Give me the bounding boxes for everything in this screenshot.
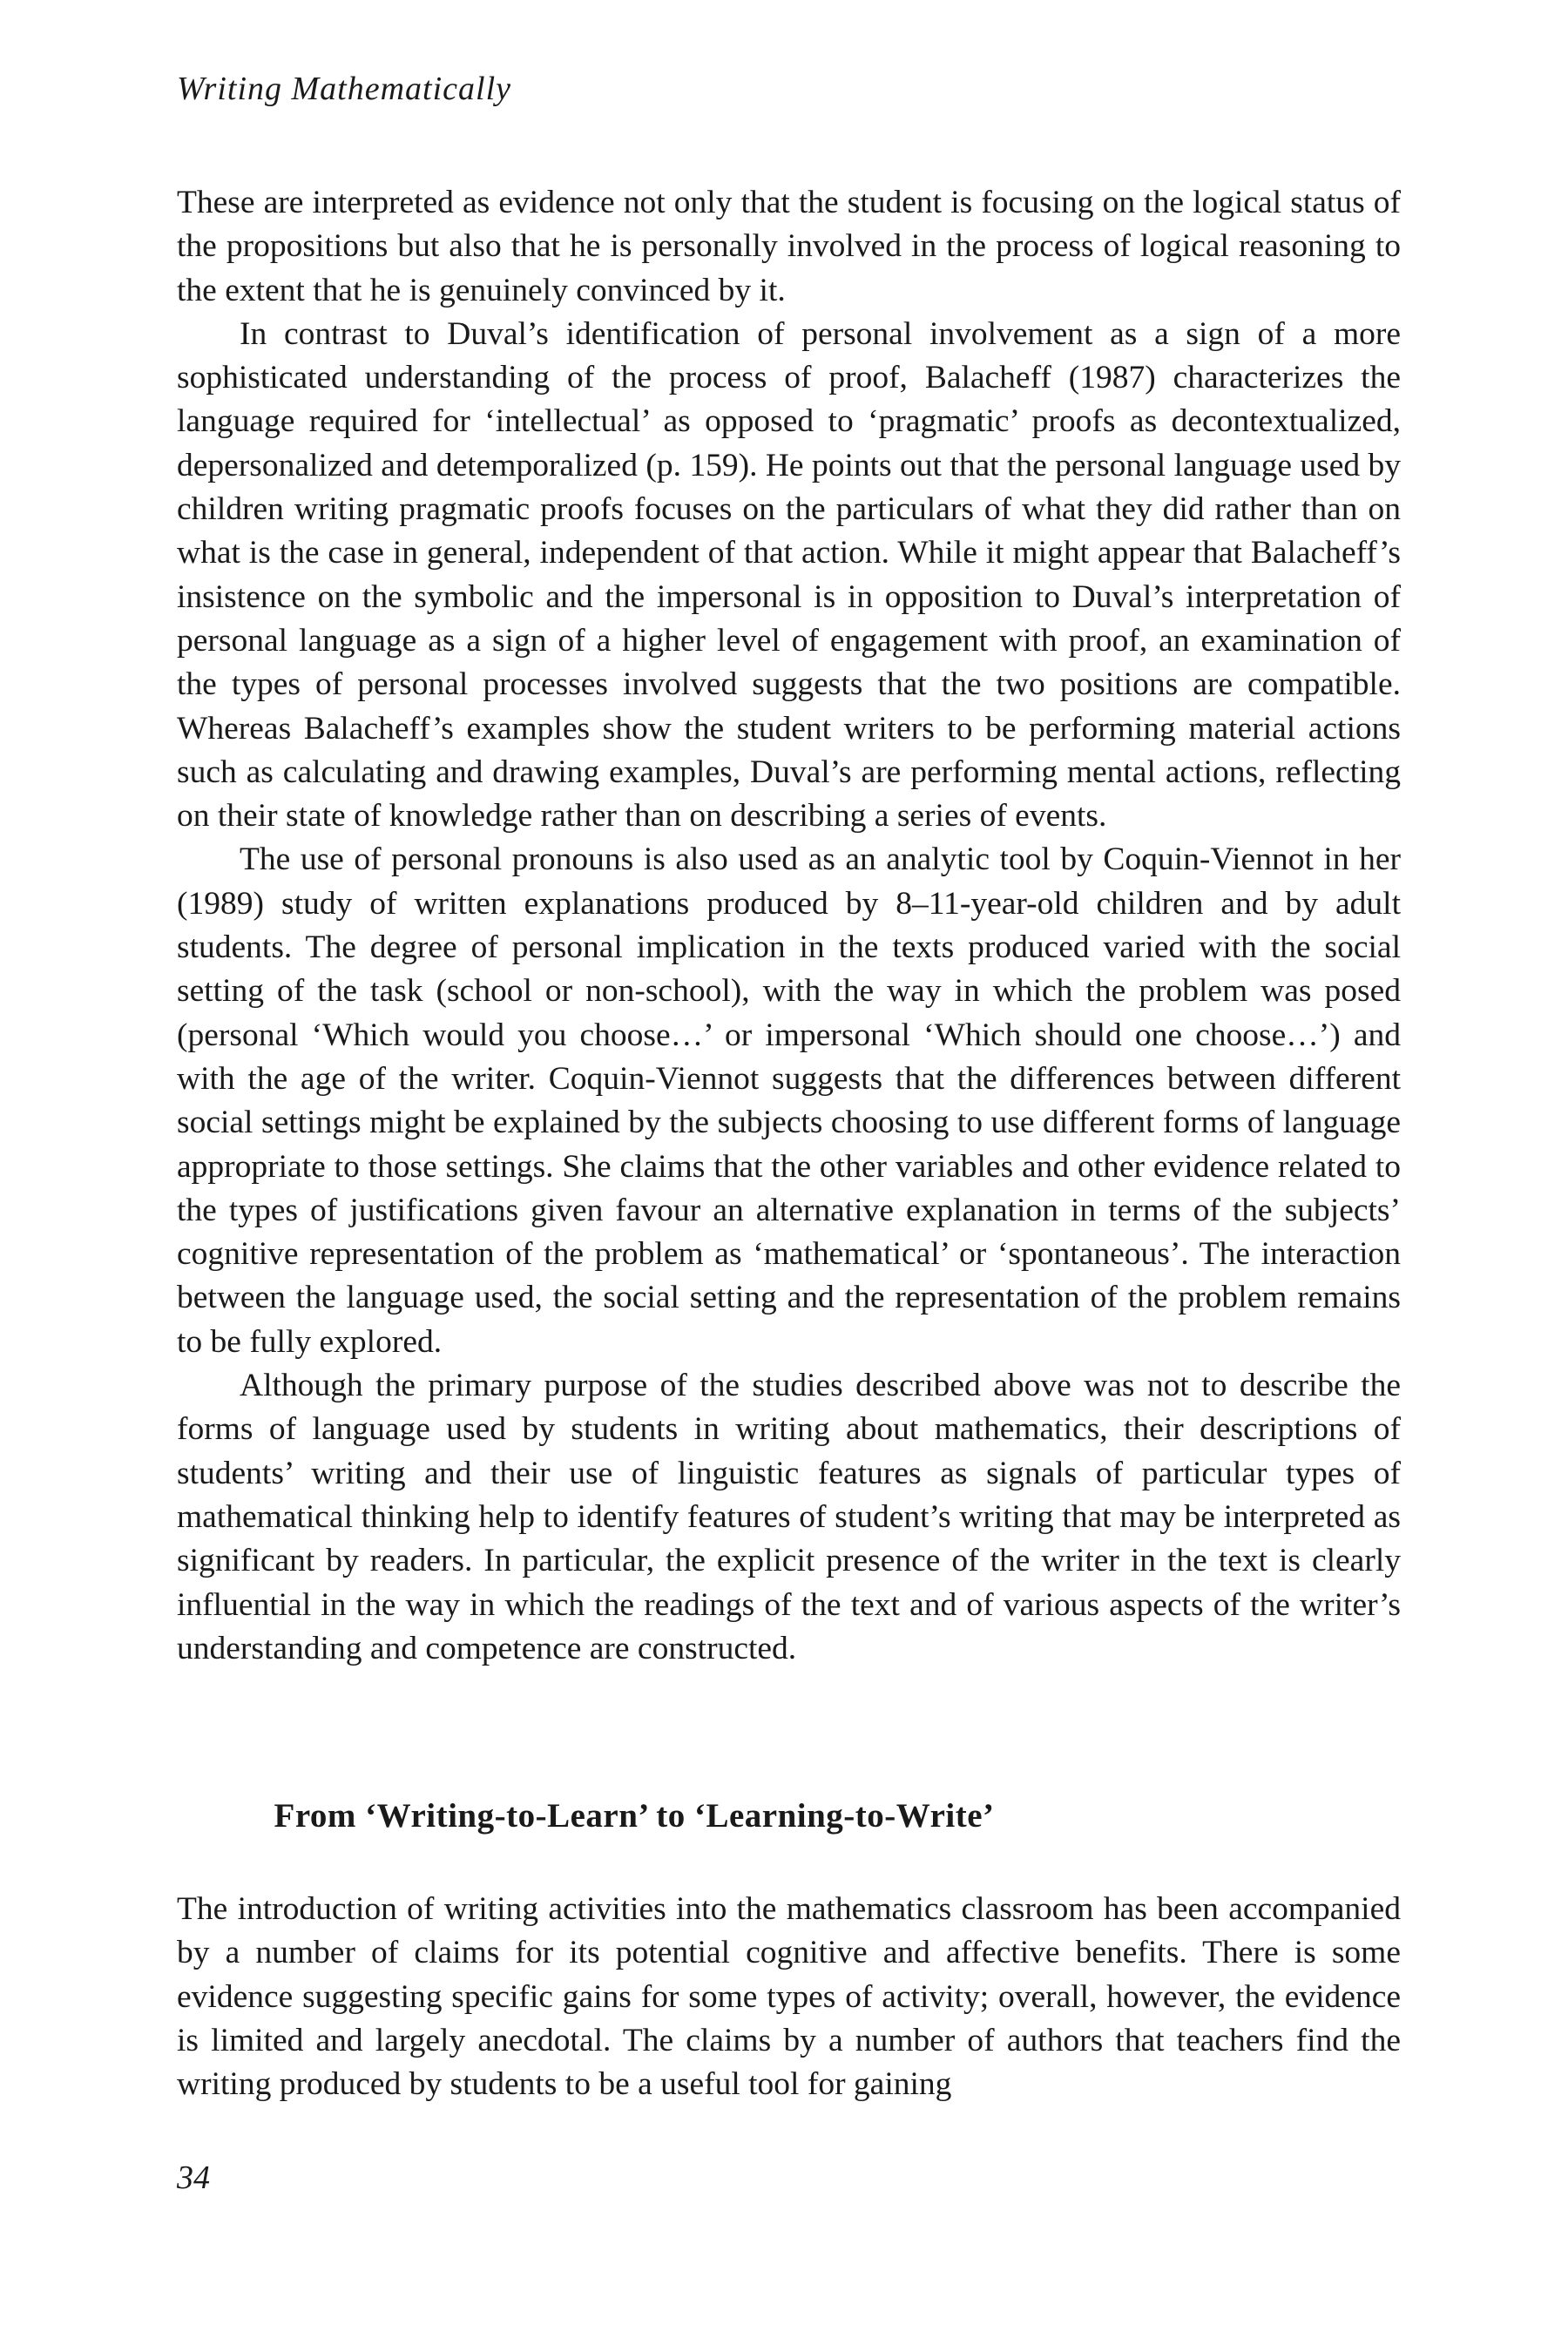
page-number: 34 [177,2159,210,2196]
body-text [177,181,1401,1671]
section-body [177,1888,1401,2106]
paragraph-4: Although the primary purpose of the studies described above was not to describe the forms of language used by students in writing about mathematics, their descriptions of students’ writing and their use of linguistic features as signals of particular types of mathematical thinking help to identify features of student’s writing that may be interpreted as significant by readers. In particular, the explicit presence of the writer in the text is clearly influential in the way in which the readings of the text and of various aspects of the writer’s understanding and competence are constructed. [177,1368,1401,1666]
section-paragraph: The introduction of writing activities into the mathematics classroom has been accompanied by a number of claims for its potential cognitive and affective benefits. There is some evidence suggesting specific gains for some types of activity; overall, however, the evidence is limited and largely anecdotal. The claims by a number of authors that teachers find the writing produced by students to be a useful tool for gaining [177,1891,1401,2103]
paragraph-1: These are interpreted as evidence not only that the student is focusing on the logical status of the propositions but also that he is personally involved in the process of logical reasoning to the extent that he is genuinely convinced by it. [177,185,1401,308]
running-head: Writing Mathematically [177,71,512,107]
section-heading: From ‘Writing-to-Learn’ to ‘Learning-to-Write’ [274,1797,995,1835]
paragraph-3: The use of personal pronouns is also used as an analytic tool by Coquin-Viennot in her (1989) study of written explanations produced by 8–11-year-old children and by adult students. The degree of personal implication in the texts produced varied with the social setting of the task (school or non-school), with the way in which the problem was posed (personal ‘Which would you choose…’ or impersonal ‘Which should one choose…’) and with the age of the writer. Coquin-Viennot suggests that the differences between different social settings might be explained by the subjects choosing to use different forms of language appropriate to those settings. She claims that the other variables and other evidence related to the types of justifications given favour an alternative explanation in terms of the subjects’ cognitive representation of the problem as ‘mathematical’ or ‘spontaneous’. The interaction between the language used, the social setting and the representation of the problem remains to be fully explored. [177,841,1401,1360]
paragraph-2: In contrast to Duval’s identification of personal involvement as a sign of a more sophisticated understanding of the process of proof, Balacheff (1987) characterizes the language required for ‘intellectual’ as opposed to ‘pragmatic’ proofs as decontextualized, depersonalized and detemporalized (p. 159). He points out that the personal language used by children writing pragmatic proofs focuses on the particulars of what they did rather than on what is the case in general, independent of that action. While it might appear that Balacheff’s insistence on the symbolic and the impersonal is in opposition to Duval’s interpretation of personal language as a sign of a higher level of engagement with proof, an examination of the types of personal processes involved suggests that the two positions are compatible. Whereas Balacheff’s examples show the student writers to be performing material actions such as calculating and drawing examples, Duval’s are performing mental actions, reflecting on their state of knowledge rather than on describing a series of events. [177,315,1401,835]
